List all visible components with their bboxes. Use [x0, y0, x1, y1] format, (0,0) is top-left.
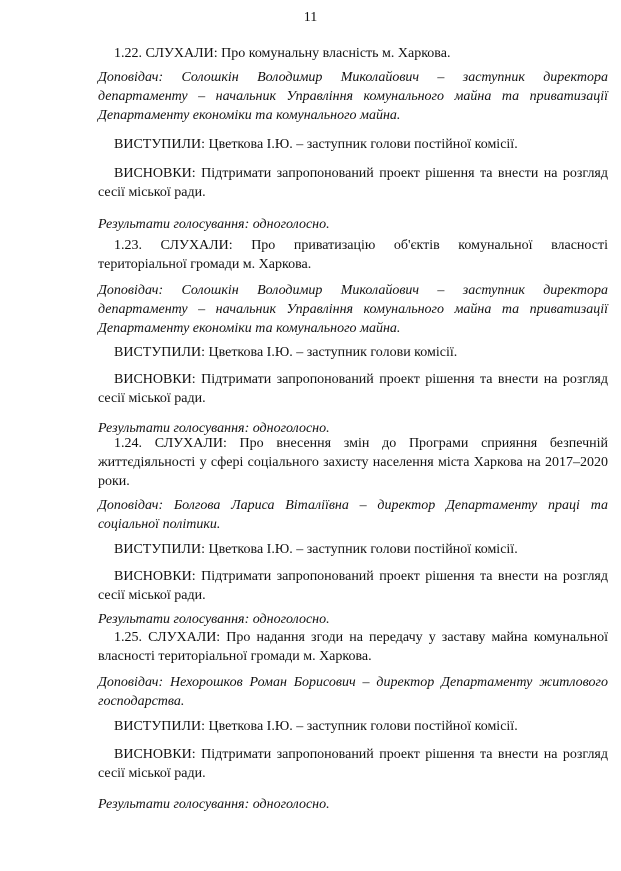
heard-text: 1.22. СЛУХАЛИ: Про комунальну власність м. Харкова.	[114, 46, 451, 61]
spoke-text: ВИСТУПИЛИ: Цветкова І.Ю. – заступник голови комісії.	[114, 345, 458, 360]
reporter-text: Доповідач: Болгова Лариса Віталіївна – директор Департаменту праці та соціальної політики.	[98, 498, 608, 532]
page-number: 11	[303, 10, 318, 25]
spoke-text: ВИСТУПИЛИ: Цветкова І.Ю. – заступник голови постійної комісії.	[114, 542, 518, 557]
heard-text: 1.25. СЛУХАЛИ: Про надання згоди на передачу у заставу майна комунальної власності територіальної громади м. Харкова.	[98, 630, 608, 664]
reporter-text: Доповідач: Солошкін Володимир Миколайович – заступник директора департаменту – начальник Управління комунального майна та приватизації Департаменту економіки та комунального майна.	[98, 283, 608, 336]
heard-text: 1.23. СЛУХАЛИ: Про приватизацію об'єктів комунальної власності територіальної громади м. Харкова.	[98, 238, 608, 272]
agenda-item-1-24	[98, 434, 608, 629]
conclusions-text: ВИСНОВКИ: Підтримати запропонований проект рішення та внести на розгляд сесії міської ради.	[98, 569, 608, 603]
vote-result: Результати голосування: одноголосно.	[98, 217, 330, 232]
agenda-item-1-22	[98, 44, 608, 234]
vote-result: Результати голосування: одноголосно.	[98, 421, 330, 436]
reporter-text: Доповідач: Нехорошков Роман Борисович – директор Департаменту житлового господарства.	[98, 675, 608, 709]
spoke-text: ВИСТУПИЛИ: Цветкова І.Ю. – заступник голови постійної комісії.	[114, 137, 518, 152]
agenda-item-1-23	[98, 236, 608, 438]
heard-text: 1.24. СЛУХАЛИ: Про внесення змін до Програми сприяння безпечній життєдіяльності у сфері соціального захисту населення міста Харкова на 2017–2020 роки.	[98, 436, 608, 489]
agenda-item-1-25	[98, 628, 608, 814]
conclusions-text: ВИСНОВКИ: Підтримати запропонований проект рішення та внести на розгляд сесії міської ради.	[98, 372, 608, 406]
conclusions-text: ВИСНОВКИ: Підтримати запропонований проект рішення та внести на розгляд сесії міської ради.	[98, 166, 608, 200]
spoke-text: ВИСТУПИЛИ: Цветкова І.Ю. – заступник голови постійної комісії.	[114, 719, 518, 734]
conclusions-text: ВИСНОВКИ: Підтримати запропонований проект рішення та внести на розгляд сесії міської ради.	[98, 747, 608, 781]
vote-result: Результати голосування: одноголосно.	[98, 797, 330, 812]
reporter-text: Доповідач: Солошкін Володимир Миколайович – заступник директора департаменту – начальник Управління комунального майна та приватизації Департаменту економіки та комунального майна.	[98, 70, 608, 123]
vote-result: Результати голосування: одноголосно.	[98, 612, 330, 627]
